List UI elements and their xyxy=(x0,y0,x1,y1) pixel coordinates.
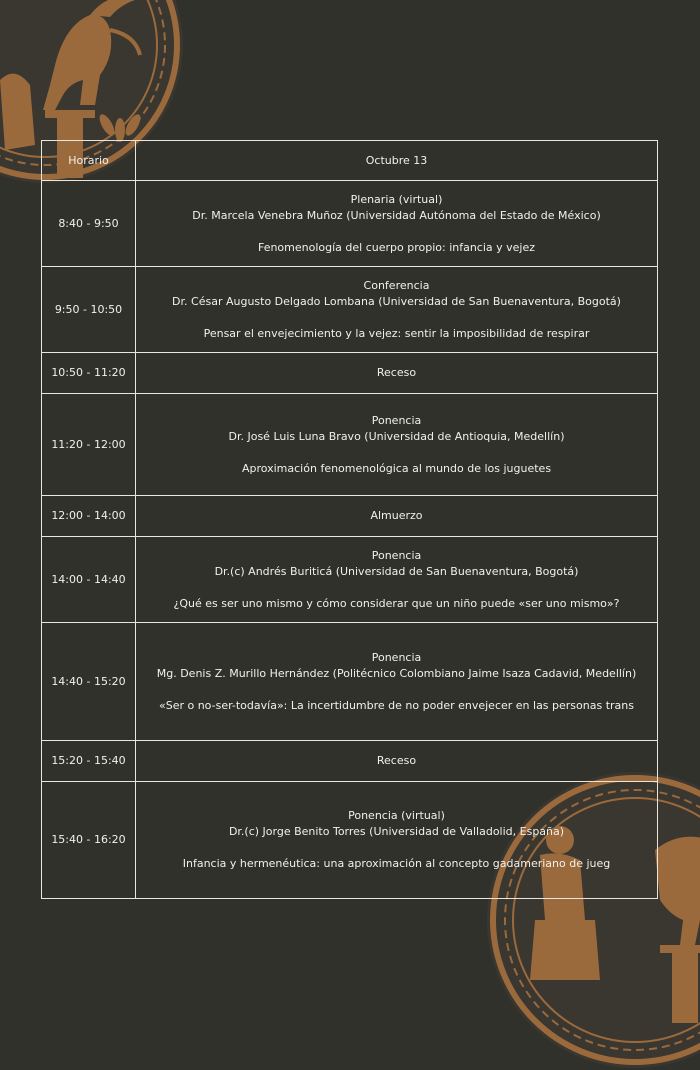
session-title: Pensar el envejecimiento y la vejez: sentir la imposibilidad de respirar xyxy=(203,326,590,340)
session-speaker: Dr.(c) Andrés Buriticá (Universidad de San Buenaventura, Bogotá) xyxy=(214,564,579,578)
session-title: «Ser o no-ser-todavía»: La incertidumbre de no poder envejecer en las personas trans xyxy=(158,698,634,712)
header-date: Octubre 13 xyxy=(136,141,658,181)
session-type: Plenaria (virtual) xyxy=(350,192,443,206)
session-cell xyxy=(136,181,658,267)
table-row xyxy=(42,353,658,394)
row-time: 15:40 - 16:20 xyxy=(42,782,136,899)
table-row xyxy=(42,496,658,537)
column-capital-icon xyxy=(45,110,95,118)
row-time: 12:00 - 14:00 xyxy=(42,496,136,537)
session-speaker: Dr. Marcela Venebra Muñoz (Universidad Autónoma del Estado de México) xyxy=(192,208,601,222)
session-type: Ponencia (virtual) xyxy=(348,809,445,822)
session-title: Infancia y hermenéutica: una aproximación al concepto gadameriano de jueg xyxy=(182,857,611,870)
session-speaker: Dr. José Luis Luna Bravo (Universidad de Antioquia, Medellín) xyxy=(228,429,565,443)
session-title: Fenomenología del cuerpo propio: infancia y vejez xyxy=(257,240,536,254)
row-time: 8:40 - 9:50 xyxy=(42,181,136,267)
table-row xyxy=(42,623,658,741)
session-cell xyxy=(136,267,658,353)
session-speaker: Dr. César Augusto Delgado Lombana (Universidad de San Buenaventura, Bogotá) xyxy=(172,294,621,308)
row-time: 10:50 - 11:20 xyxy=(42,353,136,394)
table-row xyxy=(42,394,658,496)
table-row xyxy=(42,537,658,623)
table-row xyxy=(42,267,658,353)
break-label: Receso xyxy=(136,741,658,782)
session-title: Aproximación fenomenológica al mundo de los juguetes xyxy=(241,461,552,475)
row-time: 14:40 - 15:20 xyxy=(42,623,136,741)
table-header-row xyxy=(42,141,658,181)
session-type: Ponencia xyxy=(371,548,422,562)
row-time: 14:00 - 14:40 xyxy=(42,537,136,623)
break-label: Almuerzo xyxy=(136,496,658,537)
session-cell xyxy=(136,782,658,899)
session-type: Ponencia xyxy=(371,650,422,664)
session-speaker: Dr.(c) Jorge Benito Torres (Universidad de Valladolid, España) xyxy=(228,825,565,838)
table-row xyxy=(42,741,658,782)
header-time: Horario xyxy=(42,141,136,181)
column-icon xyxy=(672,953,698,1023)
session-type: Conferencia xyxy=(363,278,430,292)
schedule-table xyxy=(41,140,658,899)
row-time: 15:20 - 15:40 xyxy=(42,741,136,782)
column-capital-icon xyxy=(660,945,700,953)
session-speaker: Mg. Denis Z. Murillo Hernández (Politécnico Colombiano Jaime Isaza Cadavid, Medellín) xyxy=(156,666,637,680)
row-time: 11:20 - 12:00 xyxy=(42,394,136,496)
break-label: Receso xyxy=(136,353,658,394)
table-row xyxy=(42,782,658,899)
row-time: 9:50 - 10:50 xyxy=(42,267,136,353)
session-cell xyxy=(136,537,658,623)
seated-figure-icon xyxy=(0,74,35,150)
session-cell xyxy=(136,623,658,741)
session-type: Ponencia xyxy=(371,413,422,427)
table-row xyxy=(42,181,658,267)
session-cell xyxy=(136,394,658,496)
session-title: ¿Qué es ser uno mismo y cómo considerar que un niño puede «ser uno mismo»? xyxy=(173,596,620,610)
